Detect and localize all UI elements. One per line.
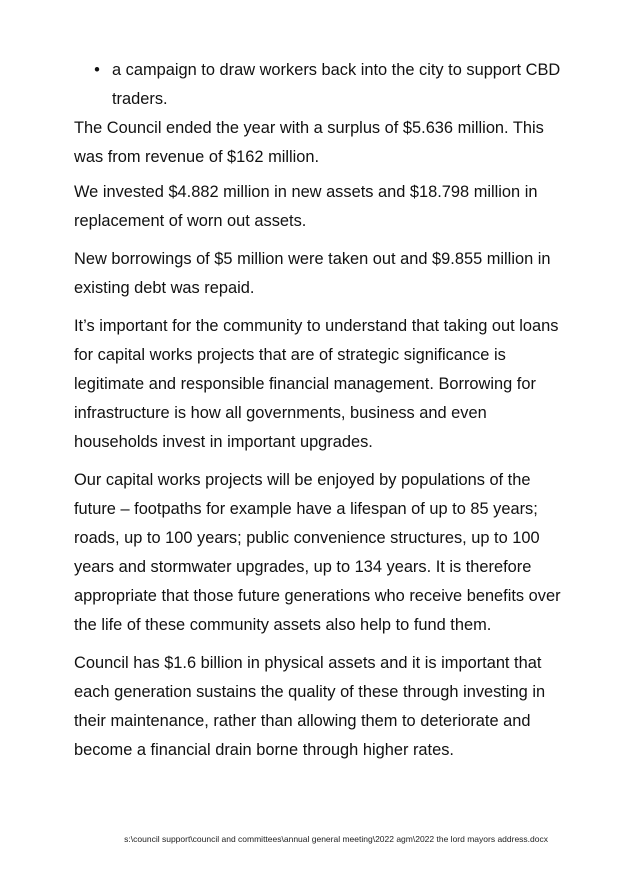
document-body — [74, 56, 564, 774]
paragraph-surplus: The Council ended the year with a surplus of $5.636 million. This was from revenue of $162 million. — [74, 119, 544, 166]
paragraph-capital-works-lifespan: Our capital works projects will be enjoyed by populations of the future – footpaths for example have a lifespan of up to 85 years; roads, up to 100 years; public convenience structures, up to 100 years and stormwater upgrades, up to 134 years. It is therefore appropriate that those future generations who receive benefits over the life of these community assets also help to fund them. — [74, 471, 561, 634]
bullet-list-item — [74, 56, 564, 114]
paragraph-borrowings: New borrowings of $5 million were taken out and $9.855 million in existing debt was repaid. — [74, 250, 551, 297]
paragraph-loans-importance: It’s important for the community to understand that taking out loans for capital works projects that are of strategic significance is legitimate and responsible financial management. Borrowing for infrastructure is how all governments, business and even households invest in important upgrades. — [74, 317, 559, 451]
bullet-text: a campaign to draw workers back into the city to support CBD traders. — [112, 61, 561, 108]
paragraph-physical-assets: Council has $1.6 billion in physical assets and it is important that each generation sustains the quality of these through investing in their maintenance, rather than allowing them to deteriorate and become a financial drain borne through higher rates. — [74, 654, 546, 759]
paragraph-assets-investment: We invested $4.882 million in new assets and $18.798 million in replacement of worn out assets. — [74, 183, 538, 230]
footer-file-path: s:\council support\council and committees\annual general meeting\2022 agm\2022 the lord mayors address.docx — [124, 834, 548, 844]
bullet-icon: • — [94, 61, 100, 79]
